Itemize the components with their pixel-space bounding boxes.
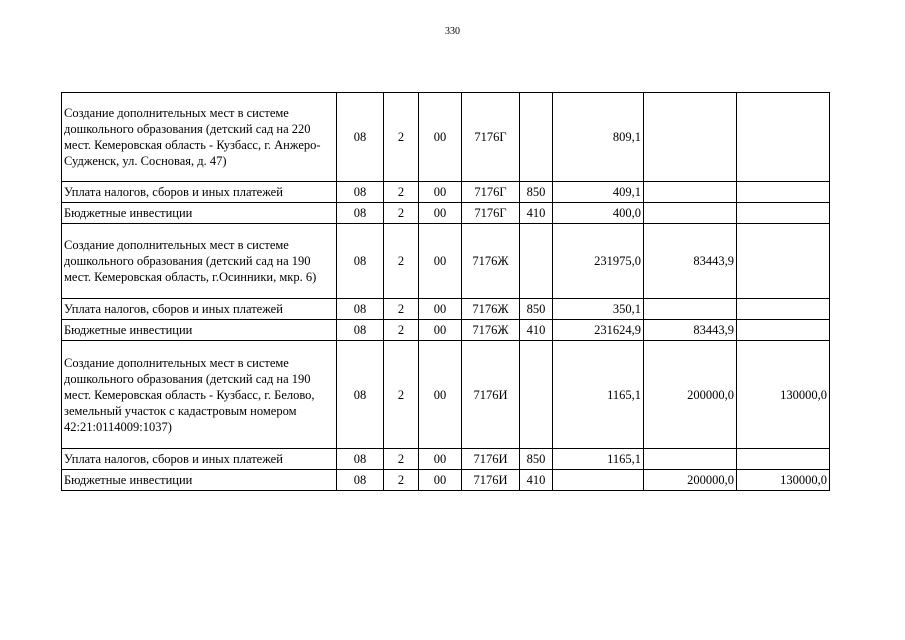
page-number: 330 xyxy=(445,26,460,37)
table-row xyxy=(62,320,830,341)
section-code: 08 xyxy=(337,320,384,341)
table-row xyxy=(62,470,830,491)
item-name: Бюджетные инвестиции xyxy=(62,203,337,224)
section-code: 08 xyxy=(337,341,384,449)
amount-year-3: 130000,0 xyxy=(737,341,830,449)
subsection-code: 2 xyxy=(384,320,419,341)
amount-year-1: 1165,1 xyxy=(553,341,644,449)
amount-year-1: 1165,1 xyxy=(553,449,644,470)
item-name: Создание дополнительных мест в системе дошкольного образования (детский сад на 220 мест. Кемеровская область - Кузбасс, г. Анжеро-Судженск, ул. Сосновая, д. 47) xyxy=(62,93,337,182)
amount-year-2: 200000,0 xyxy=(644,470,737,491)
group-code: 00 xyxy=(419,341,462,449)
expense-kind: 850 xyxy=(520,449,553,470)
target-code: 7176И xyxy=(462,341,520,449)
subsection-code: 2 xyxy=(384,341,419,449)
group-code: 00 xyxy=(419,320,462,341)
subsection-code: 2 xyxy=(384,224,419,299)
section-code: 08 xyxy=(337,470,384,491)
expense-kind: 410 xyxy=(520,203,553,224)
subsection-code: 2 xyxy=(384,93,419,182)
amount-year-3 xyxy=(737,93,830,182)
amount-year-3 xyxy=(737,299,830,320)
amount-year-2 xyxy=(644,203,737,224)
target-code: 7176И xyxy=(462,449,520,470)
amount-year-3: 130000,0 xyxy=(737,470,830,491)
section-code: 08 xyxy=(337,203,384,224)
target-code: 7176Ж xyxy=(462,299,520,320)
amount-year-1: 809,1 xyxy=(553,93,644,182)
amount-year-2: 83443,9 xyxy=(644,320,737,341)
amount-year-1: 400,0 xyxy=(553,203,644,224)
amount-year-3 xyxy=(737,449,830,470)
subsection-code: 2 xyxy=(384,203,419,224)
section-code: 08 xyxy=(337,224,384,299)
section-code: 08 xyxy=(337,93,384,182)
target-code: 7176Ж xyxy=(462,320,520,341)
item-name: Бюджетные инвестиции xyxy=(62,470,337,491)
amount-year-3 xyxy=(737,182,830,203)
amount-year-3 xyxy=(737,320,830,341)
expense-kind xyxy=(520,341,553,449)
expense-kind: 410 xyxy=(520,470,553,491)
group-code: 00 xyxy=(419,93,462,182)
table-row xyxy=(62,449,830,470)
item-name: Уплата налогов, сборов и иных платежей xyxy=(62,182,337,203)
group-code: 00 xyxy=(419,449,462,470)
table-row xyxy=(62,203,830,224)
expense-kind xyxy=(520,93,553,182)
section-code: 08 xyxy=(337,299,384,320)
subsection-code: 2 xyxy=(384,449,419,470)
amount-year-2: 83443,9 xyxy=(644,224,737,299)
target-code: 7176И xyxy=(462,470,520,491)
item-name: Уплата налогов, сборов и иных платежей xyxy=(62,299,337,320)
amount-year-3 xyxy=(737,203,830,224)
table-row xyxy=(62,182,830,203)
amount-year-2 xyxy=(644,182,737,203)
group-code: 00 xyxy=(419,182,462,203)
item-name: Уплата налогов, сборов и иных платежей xyxy=(62,449,337,470)
table-row xyxy=(62,299,830,320)
amount-year-1: 231975,0 xyxy=(553,224,644,299)
group-code: 00 xyxy=(419,224,462,299)
amount-year-2 xyxy=(644,93,737,182)
expense-kind xyxy=(520,224,553,299)
group-code: 00 xyxy=(419,299,462,320)
subsection-code: 2 xyxy=(384,182,419,203)
amount-year-2 xyxy=(644,299,737,320)
item-name: Бюджетные инвестиции xyxy=(62,320,337,341)
target-code: 7176Г xyxy=(462,182,520,203)
subsection-code: 2 xyxy=(384,470,419,491)
amount-year-1: 350,1 xyxy=(553,299,644,320)
amount-year-3 xyxy=(737,224,830,299)
amount-year-1: 409,1 xyxy=(553,182,644,203)
target-code: 7176Г xyxy=(462,93,520,182)
target-code: 7176Г xyxy=(462,203,520,224)
expense-kind: 850 xyxy=(520,299,553,320)
table-row xyxy=(62,224,830,299)
amount-year-2: 200000,0 xyxy=(644,341,737,449)
expense-kind: 850 xyxy=(520,182,553,203)
amount-year-2 xyxy=(644,449,737,470)
section-code: 08 xyxy=(337,182,384,203)
subsection-code: 2 xyxy=(384,299,419,320)
item-name: Создание дополнительных мест в системе дошкольного образования (детский сад на 190 мест. Кемеровская область - Кузбасс, г. Белово, земельный участок с кадастровым номером 42:21:0114009:1037) xyxy=(62,341,337,449)
group-code: 00 xyxy=(419,470,462,491)
table-row xyxy=(62,341,830,449)
budget-table xyxy=(61,92,830,491)
target-code: 7176Ж xyxy=(462,224,520,299)
group-code: 00 xyxy=(419,203,462,224)
section-code: 08 xyxy=(337,449,384,470)
table-row xyxy=(62,93,830,182)
amount-year-1: 231624,9 xyxy=(553,320,644,341)
expense-kind: 410 xyxy=(520,320,553,341)
amount-year-1 xyxy=(553,470,644,491)
item-name: Создание дополнительных мест в системе дошкольного образования (детский сад на 190 мест. Кемеровская область, г.Осинники, мкр. 6) xyxy=(62,224,337,299)
